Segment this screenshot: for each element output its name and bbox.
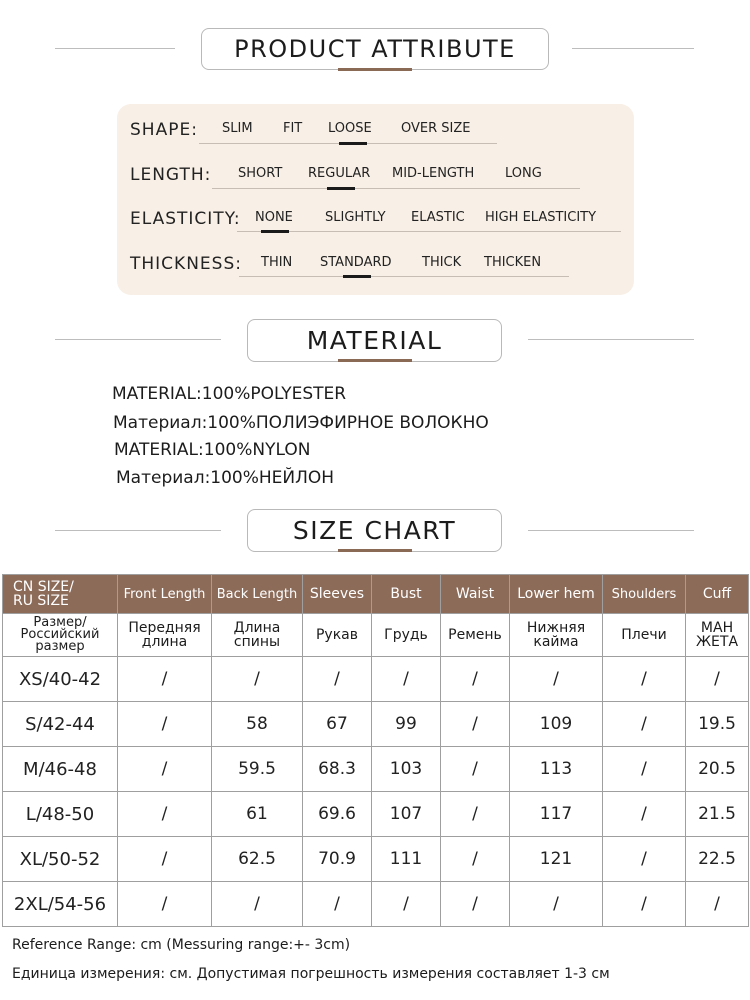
header-cell: Bust bbox=[372, 575, 441, 614]
material-label: Материал: bbox=[116, 468, 211, 488]
table-cell: / bbox=[118, 747, 212, 792]
table-cell: 62.5 bbox=[212, 837, 303, 882]
material-line bbox=[113, 413, 489, 433]
material-value: 100%NYLON bbox=[203, 440, 311, 460]
table-cell: / bbox=[303, 882, 372, 927]
attribute-option: OVER SIZE bbox=[401, 121, 471, 136]
table-cell: / bbox=[686, 882, 749, 927]
selected-indicator bbox=[327, 187, 355, 190]
reference-range-note-ru: Единица измерения: см. Допустимая погрешность измерения составляет 1-3 см bbox=[12, 966, 610, 982]
header-cell: Sleeves bbox=[303, 575, 372, 614]
table-cell: 22.5 bbox=[686, 837, 749, 882]
table-cell: / bbox=[603, 792, 686, 837]
attribute-row-thickness bbox=[117, 251, 634, 281]
header-cell: CN SIZE/ RU SIZE bbox=[3, 575, 118, 614]
table-cell: 19.5 bbox=[686, 702, 749, 747]
table-cell: 20.5 bbox=[686, 747, 749, 792]
section-divider-left bbox=[55, 48, 175, 49]
material-value: 100%POLYESTER bbox=[201, 384, 347, 404]
attribute-row-shape bbox=[117, 117, 634, 147]
table-cell: 107 bbox=[372, 792, 441, 837]
table-cell-size: XS/40-42 bbox=[3, 657, 118, 702]
attribute-option: HIGH ELASTICITY bbox=[485, 210, 597, 225]
table-cell: / bbox=[441, 837, 510, 882]
attribute-option-selected: REGULAR bbox=[308, 166, 371, 181]
table-cell: / bbox=[510, 882, 603, 927]
table-cell-size: XL/50-52 bbox=[3, 837, 118, 882]
header-cell: Back Length bbox=[212, 575, 303, 614]
table-cell: / bbox=[603, 747, 686, 792]
table-cell: / bbox=[212, 882, 303, 927]
table-cell: / bbox=[118, 792, 212, 837]
header-ru-cell: МАН ЖЕТА bbox=[686, 614, 749, 657]
header-ru-cell: Размер/ Российский размер bbox=[3, 614, 118, 657]
table-cell: / bbox=[603, 702, 686, 747]
header-row-en bbox=[3, 575, 749, 614]
table-cell: 113 bbox=[510, 747, 603, 792]
attribute-option: THIN bbox=[261, 255, 293, 270]
header-ru-cell: Длина спины bbox=[212, 614, 303, 657]
header-ru-cell: Плечи bbox=[603, 614, 686, 657]
table-cell: / bbox=[118, 837, 212, 882]
table-cell-size: S/42-44 bbox=[3, 702, 118, 747]
attribute-key: THICKNESS: bbox=[130, 254, 242, 274]
table-cell: 99 bbox=[372, 702, 441, 747]
section-title-text: MATERIAL bbox=[306, 326, 443, 355]
table-cell: 69.6 bbox=[303, 792, 372, 837]
table-cell: / bbox=[303, 657, 372, 702]
attribute-baseline bbox=[237, 231, 621, 232]
material-value: 100%ПОЛИЭФИРНОЕ ВОЛОКНО bbox=[207, 413, 489, 433]
reference-range-note: Reference Range: cm (Messuring range:+- 3cm) bbox=[12, 937, 351, 953]
attribute-baseline bbox=[239, 276, 569, 277]
selected-indicator bbox=[339, 142, 367, 145]
header-cell: Shoulders bbox=[603, 575, 686, 614]
section-divider-right bbox=[528, 339, 694, 340]
material-label: MATERIAL: bbox=[112, 384, 202, 404]
table-cell: 103 bbox=[372, 747, 441, 792]
attribute-option: MID-LENGTH bbox=[392, 166, 475, 181]
table-cell: / bbox=[372, 882, 441, 927]
table-cell: 121 bbox=[510, 837, 603, 882]
attribute-option: SHORT bbox=[238, 166, 283, 181]
table-cell: / bbox=[118, 882, 212, 927]
table-row bbox=[3, 657, 749, 702]
attribute-row-length bbox=[117, 162, 634, 192]
header-ru-cell: Ремень bbox=[441, 614, 510, 657]
table-cell: 59.5 bbox=[212, 747, 303, 792]
attribute-option-selected: LOOSE bbox=[328, 121, 372, 136]
attribute-option: ELASTIC bbox=[411, 210, 465, 225]
attribute-option-selected: NONE bbox=[255, 210, 293, 225]
table-cell: / bbox=[441, 702, 510, 747]
size-chart-table bbox=[2, 574, 749, 927]
table-row bbox=[3, 882, 749, 927]
selected-indicator bbox=[343, 275, 371, 278]
table-cell-size: 2XL/54-56 bbox=[3, 882, 118, 927]
header-ru-cell: Рукав bbox=[303, 614, 372, 657]
table-cell: / bbox=[510, 657, 603, 702]
table-row bbox=[3, 747, 749, 792]
table-cell: / bbox=[603, 657, 686, 702]
table-row bbox=[3, 837, 749, 882]
attribute-key: LENGTH: bbox=[130, 165, 212, 185]
header-cell: Cuff bbox=[686, 575, 749, 614]
table-cell: / bbox=[118, 702, 212, 747]
header-cell: Front Length bbox=[118, 575, 212, 614]
table-cell: / bbox=[441, 792, 510, 837]
header-ru-cell: Передняя длина bbox=[118, 614, 212, 657]
attribute-option: FIT bbox=[283, 121, 303, 136]
table-cell: 109 bbox=[510, 702, 603, 747]
section-title-product-attribute bbox=[201, 28, 549, 70]
header-row-ru bbox=[3, 614, 749, 657]
material-line bbox=[114, 440, 310, 460]
section-divider-left bbox=[55, 530, 221, 531]
table-cell: / bbox=[372, 657, 441, 702]
attribute-option-selected: STANDARD bbox=[320, 255, 392, 270]
table-cell: 58 bbox=[212, 702, 303, 747]
table-cell: / bbox=[603, 882, 686, 927]
table-cell: 68.3 bbox=[303, 747, 372, 792]
section-title-underline bbox=[338, 359, 412, 362]
table-cell: / bbox=[603, 837, 686, 882]
section-divider-left bbox=[55, 339, 221, 340]
table-cell: 111 bbox=[372, 837, 441, 882]
attribute-option: SLIGHTLY bbox=[325, 210, 386, 225]
table-cell: / bbox=[441, 657, 510, 702]
section-divider-right bbox=[572, 48, 694, 49]
header-cell: Waist bbox=[441, 575, 510, 614]
table-cell: / bbox=[212, 657, 303, 702]
header-cell: Lower hem bbox=[510, 575, 603, 614]
attribute-key: SHAPE: bbox=[130, 120, 198, 140]
material-line bbox=[112, 384, 346, 404]
attribute-option: LONG bbox=[505, 166, 542, 181]
table-cell-size: L/48-50 bbox=[3, 792, 118, 837]
material-value: 100%НЕЙЛОН bbox=[210, 468, 335, 488]
table-cell: / bbox=[441, 747, 510, 792]
material-label: Материал: bbox=[113, 413, 208, 433]
section-title-material bbox=[247, 319, 502, 362]
table-row bbox=[3, 792, 749, 837]
table-cell: 61 bbox=[212, 792, 303, 837]
table-cell: 117 bbox=[510, 792, 603, 837]
table-cell: 21.5 bbox=[686, 792, 749, 837]
section-title-underline bbox=[338, 68, 412, 71]
table-cell: 70.9 bbox=[303, 837, 372, 882]
attribute-baseline bbox=[212, 188, 580, 189]
selected-indicator bbox=[261, 230, 289, 233]
section-title-size-chart bbox=[247, 509, 502, 552]
header-ru-cell: Нижняя кайма bbox=[510, 614, 603, 657]
table-cell: / bbox=[686, 657, 749, 702]
section-title-text: PRODUCT ATTRIBUTE bbox=[234, 35, 516, 63]
attribute-option: SLIM bbox=[222, 121, 253, 136]
section-divider-right bbox=[528, 530, 694, 531]
section-title-underline bbox=[338, 549, 412, 552]
material-line bbox=[116, 468, 334, 488]
section-title-text: SIZE CHART bbox=[292, 516, 457, 545]
table-cell: 67 bbox=[303, 702, 372, 747]
material-label: MATERIAL: bbox=[114, 440, 204, 460]
attribute-option: THICKEN bbox=[484, 255, 542, 270]
table-cell-size: M/46-48 bbox=[3, 747, 118, 792]
table-row bbox=[3, 702, 749, 747]
attribute-key: ELASTICITY: bbox=[130, 209, 241, 229]
header-ru-cell: Грудь bbox=[372, 614, 441, 657]
product-attribute-card bbox=[117, 104, 634, 295]
table-cell: / bbox=[118, 657, 212, 702]
table-cell: / bbox=[441, 882, 510, 927]
attribute-option: THICK bbox=[422, 255, 462, 270]
attribute-row-elasticity bbox=[117, 206, 634, 236]
